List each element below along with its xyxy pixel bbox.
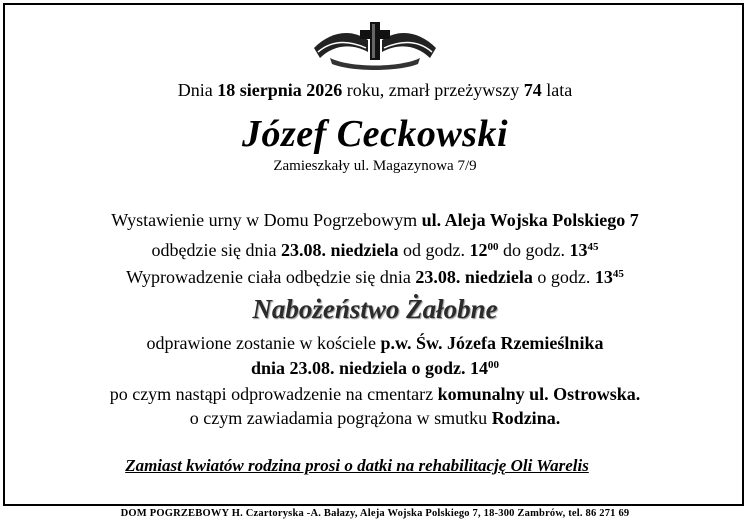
family-line: o czym zawiadamia pogrążona w smutku Rodzina. — [189, 408, 561, 428]
cemetery-line: po czym nastąpi odprowadzenie na cmentarz komunalny ul. Ostrowska. — [109, 384, 641, 404]
funeral-home-footer: DOM POGRZEBOWY H. Czartoryska -A. Bałazy, Aleja Wojska Polskiego 7, 18-300 Zambrów, tel. 86 271 69 — [120, 508, 630, 519]
cross-with-ribbon-icon — [310, 18, 440, 70]
deceased-address: Zamieszkały ul. Magazynowa 7/9 — [273, 158, 477, 174]
urn-display-line: Wystawienie urny w Domu Pogrzebowym ul. Aleja Wojska Polskiego 7 — [111, 210, 639, 230]
death-announcement-line: Dnia 18 sierpnia 2026 roku, zmarł przeżywszy 74 lata — [177, 80, 573, 100]
urn-schedule-line: odbędzie się dnia 23.08. niedziela od godz. $12^{00}$ do godz. $13^{45}$ — [151, 240, 599, 260]
departure-line: Wyprowadzenie ciała odbędzie się dnia 23.08. niedziela o godz. $13^{45}$ — [126, 267, 624, 287]
donation-note: Zamiast kwiatów rodzina prosi o datki na rehabilitację Oli Warelis — [125, 456, 589, 475]
church-line: odprawione zostanie w kościele p.w. Św. Józefa Rzemieślnika — [146, 333, 604, 353]
service-title: Nabożeństwo Żałobne — [252, 294, 498, 324]
deceased-name: Józef Ceckowski — [241, 113, 509, 155]
service-time-line: dnia 23.08. niedziela o godz. $14^{00}$ — [250, 358, 499, 378]
